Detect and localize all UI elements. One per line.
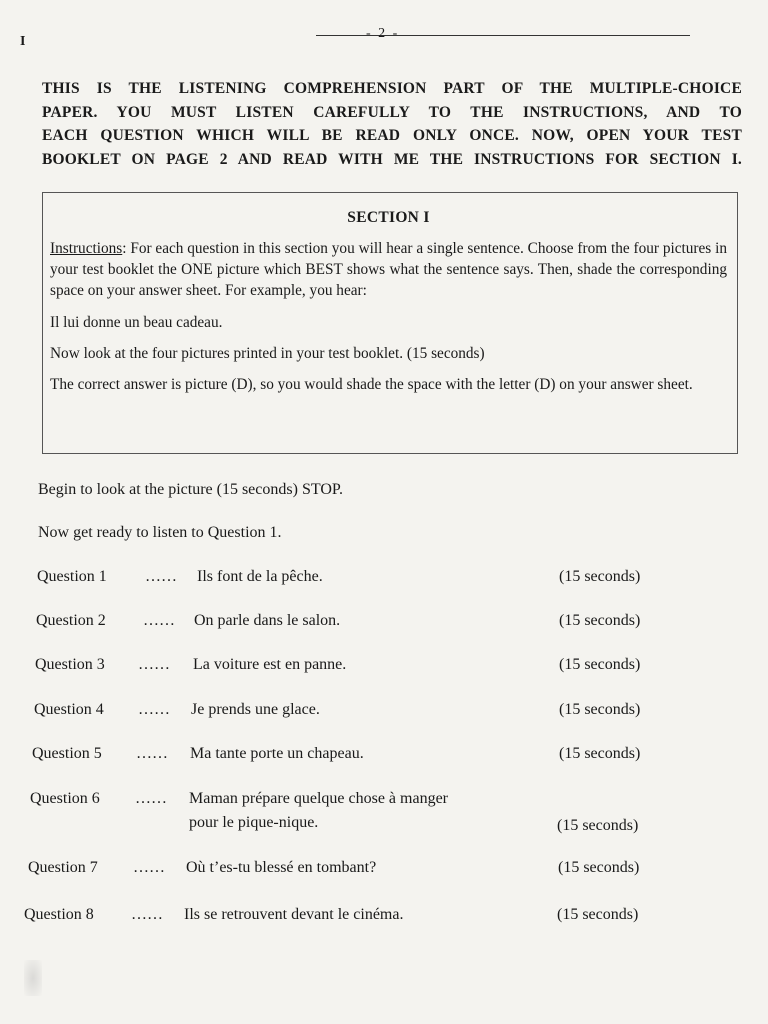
intro-line: BOOKLET ON PAGE 2 AND READ WITH ME THE INSTRUCTIONS FOR SECTION I. (42, 150, 742, 168)
answer-explanation: The correct answer is picture (D), so you would shade the space with the letter (D) on your answer sheet. (50, 376, 693, 393)
question-label: Question 7 (28, 859, 98, 876)
section-title: SECTION I (347, 209, 430, 226)
question-sentence: Ils font de la pêche. (197, 568, 323, 585)
question-label: Question 2 (36, 612, 106, 629)
begin-instruction: Begin to look at the picture (15 seconds) STOP. (38, 481, 343, 498)
question-dots: …… (133, 859, 165, 876)
instructions-paragraph (50, 238, 727, 301)
question-dots: …… (143, 612, 175, 629)
question-dots: …… (131, 906, 163, 923)
question-label: Question 3 (35, 656, 105, 673)
question-dots: …… (136, 745, 168, 762)
question-sentence: Où t’es-tu blessé en tombant? (186, 859, 377, 876)
question-label: Question 8 (24, 906, 94, 923)
question-dots: …… (138, 701, 170, 718)
example-sentence: Il lui donne un beau cadeau. (50, 314, 223, 331)
question-sentence: Ma tante porte un chapeau. (190, 745, 364, 762)
question-dots: …… (145, 568, 177, 585)
question-label: Question 6 (30, 790, 100, 807)
question-sentence: Ils se retrouvent devant le cinéma. (184, 906, 404, 923)
intro-paragraph (42, 77, 742, 171)
ready-instruction: Now get ready to listen to Question 1. (38, 524, 282, 541)
scan-smudge (24, 960, 42, 996)
margin-mark: I (20, 34, 26, 49)
question-time: (15 seconds) (559, 745, 641, 762)
intro-line: EACH QUESTION WHICH WILL BE READ ONLY ONCE. NOW, OPEN YOUR TEST (42, 127, 742, 144)
question-time: (15 seconds) (558, 859, 640, 876)
question-label: Question 1 (37, 568, 107, 585)
section-box (42, 192, 738, 454)
question-label: Question 4 (34, 701, 104, 718)
question-sentence-continued: pour le pique-nique. (189, 814, 319, 831)
look-instruction: Now look at the four pictures printed in your test booklet. (15 seconds) (50, 345, 485, 362)
question-sentence: Je prends une glace. (191, 701, 320, 718)
question-time: (15 seconds) (557, 906, 639, 923)
question-sentence: On parle dans le salon. (194, 612, 341, 629)
instructions-text: : For each question in this section you will hear a single sentence. Choose from the four pictures in your test booklet the ONE picture which BEST shows what the sentence says. Then, shade the corresponding space on your answer sheet. For example, you hear: (50, 240, 727, 299)
intro-line: PAPER. YOU MUST LISTEN CAREFULLY TO THE INSTRUCTIONS, AND TO (42, 103, 742, 121)
question-label: Question 5 (32, 745, 102, 762)
question-time: (15 seconds) (559, 612, 641, 629)
question-dots: …… (135, 790, 167, 807)
question-time: (15 seconds) (557, 817, 639, 834)
question-time: (15 seconds) (559, 568, 641, 585)
question-dots: …… (138, 656, 170, 673)
instructions-label: Instructions (50, 240, 123, 257)
question-time: (15 seconds) (559, 701, 641, 718)
question-time: (15 seconds) (559, 656, 641, 673)
intro-line: THIS IS THE LISTENING COMPREHENSION PART OF THE MULTIPLE-CHOICE (42, 80, 742, 97)
question-sentence: Maman prépare quelque chose à manger (189, 790, 448, 807)
page-number: - 2 - (366, 26, 400, 41)
question-sentence: La voiture est en panne. (193, 656, 347, 673)
